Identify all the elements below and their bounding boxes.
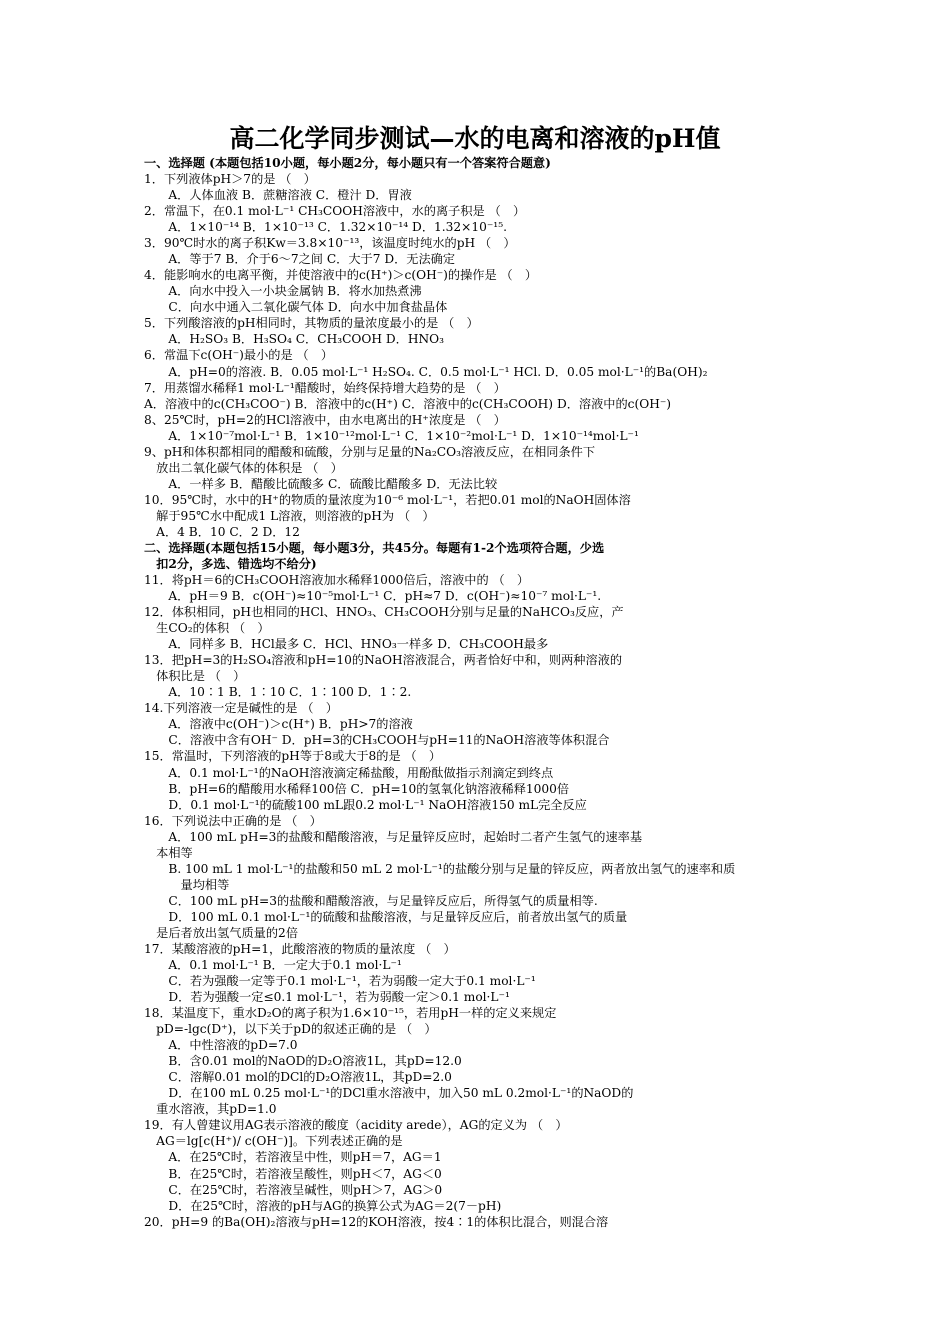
text-line: A．10∶1 B．1∶10 C．1∶100 D．1∶2.: [144, 685, 412, 700]
text-line: A．在25℃时，若溶液呈中性，则pH＝7，AG＝1: [144, 1150, 442, 1165]
document-title: 高二化学同步测试—水的电离和溶液的pH值: [229, 124, 721, 153]
text-line: 解于95℃水中配成1 L溶液，则溶液的pH为 （ ）: [144, 508, 435, 523]
text-line: 15．常温时，下列溶液的pH等于8或大于8的是 （ ）: [144, 749, 442, 764]
text-line: C．溶液中含有OH⁻ D．pH=3的CH₃COOH与pH=11的NaOH溶液等体积混合: [144, 733, 610, 748]
text-line: D．若为强酸一定≤0.1 mol·L⁻¹，若为弱酸一定＞0.1 mol·L⁻¹: [144, 990, 510, 1005]
text-line: A．0.1 mol·L⁻¹的NaOH溶液滴定稀盐酸，用酚酞做指示剂滴定到终点: [144, 765, 554, 780]
text-line: A．0.1 mol·L⁻¹ B．一定大于0.1 mol·L⁻¹: [144, 958, 402, 972]
text-line: C．若为强酸一定等于0.1 mol·L⁻¹，若为弱酸一定大于0.1 mol·L⁻¹: [144, 974, 536, 989]
text-line: A．1×10⁻⁷mol·L⁻¹ B．1×10⁻¹²mol·L⁻¹ C．1×10⁻²mol·L⁻¹ D．1×10⁻¹⁴mol·L⁻¹: [144, 428, 639, 443]
text-line: 9、pH和体积都相同的醋酸和硫酸，分别与足量的Na₂CO₃溶液反应，在相同条件下: [144, 444, 596, 459]
text-line: A．pH＝9 B．c(OH⁻)≈10⁻⁵mol·L⁻¹ C．pH≈7 D．c(OH⁻)≈10⁻⁷ mol·L⁻¹.: [144, 589, 602, 604]
text-line: 14.下列溶液一定是碱性的是 （ ）: [144, 701, 338, 716]
text-line: D．在25℃时，溶液的pH与AG的换算公式为AG＝2(7－pH): [144, 1198, 502, 1213]
text-line: 一、选择题 (本题包括10小题，每小题2分，每小题只有一个答案符合题意): [144, 156, 551, 170]
text-line: D．100 mL 0.1 mol·L⁻¹的硫酸和盐酸溶液，与足量锌反应后，前者放出氢气的质量: [144, 909, 628, 924]
text-line: 8、25℃时，pH=2的HCl溶液中，由水电离出的H⁺浓度是 （ ）: [144, 412, 506, 427]
text-line: 3．90℃时水的离子积Kw＝3.8×10⁻¹³，该温度时纯水的pH （ ）: [144, 236, 516, 251]
text-line: A．100 mL pH=3的盐酸和醋酸溶液，与足量锌反应时，起始时二者产生氢气的速率基: [144, 829, 643, 844]
text-line: A．4 B．10 C．2 D．12: [144, 524, 300, 539]
text-line: A．溶液中的c(CH₃COO⁻) B．溶液中的c(H⁺) C．溶液中的c(CH₃COOH) D．溶液中的c(OH⁻): [144, 396, 672, 411]
text-line: A．等于7 B．介于6～7之间 C．大于7 D．无法确定: [144, 252, 456, 267]
text-line: A．同样多 B．HCl最多 C．HCl、HNO₃一样多 D．CH₃COOH最多: [144, 637, 549, 652]
text-line: 13．把pH=3的H₂SO₄溶液和pH=10的NaOH溶液混合，两者恰好中和，则两种溶液的: [144, 653, 623, 668]
text-line: 10．95℃时，水中的H⁺的物质的量浓度为10⁻⁶ mol·L⁻¹，若把0.01 mol的NaOH固体溶: [144, 492, 631, 507]
text-line: 2．常温下，在0.1 mol·L⁻¹ CH₃COOH溶液中，水的离子积是 （ ）: [144, 204, 526, 219]
text-line: 20．pH=9 的Ba(OH)₂溶液与pH=12的KOH溶液，按4∶1的体积比混合，则混合溶: [144, 1214, 609, 1229]
text-line: 1．下列液体pH＞7的是 （ ）: [144, 172, 316, 187]
text-line: 19．有人曾建议用AG表示溶液的酸度（acidity arede），AG的定义为 （ ）: [144, 1118, 568, 1133]
text-line: 扣2分，多选、错选均不给分): [144, 557, 317, 571]
text-line: 11．将pH＝6的CH₃COOH溶液加水稀释1000倍后，溶液中的 （ ）: [144, 573, 530, 588]
text-line: D．在100 mL 0.25 mol·L⁻¹的DCl重水溶液中，加入50 mL 0.2mol·L⁻¹的NaOD的: [144, 1086, 634, 1101]
text-line: A．一样多 B．醋酸比硫酸多 C．硫酸比醋酸多 D．无法比较: [144, 476, 498, 491]
text-line: C．溶解0.01 mol的DCl的D₂O溶液1L，其pD=2.0: [144, 1070, 452, 1085]
text-line: A．pH=0的溶液. B．0.05 mol·L⁻¹ H₂SO₄. C．0.5 mol·L⁻¹ HCl. D．0.05 mol·L⁻¹的Ba(OH)₂: [144, 364, 708, 379]
text-line: A．H₂SO₃ B．H₃SO₄ C．CH₃COOH D．HNO₃: [144, 332, 445, 347]
text-line: 体积比是 （ ）: [144, 669, 246, 684]
text-line: B．在25℃时，若溶液呈酸性，则pH＜7，AG＜0: [144, 1166, 442, 1181]
text-line: B．含0.01 mol的NaOD的D₂O溶液1L，其pD=12.0: [144, 1054, 462, 1069]
text-line: 4．能影响水的电离平衡，并使溶液中的c(H⁺)＞c(OH⁻)的操作是 （ ）: [144, 268, 538, 283]
text-line: A．1×10⁻¹⁴ B．1×10⁻¹³ C．1.32×10⁻¹⁴ D．1.32×10⁻¹⁵.: [144, 220, 507, 235]
text-line: A．中性溶液的pD=7.0: [144, 1038, 298, 1053]
text-line: B．pH=6的醋酸用水稀释100倍 C．pH=10的氢氧化钠溶液稀释1000倍: [144, 781, 570, 796]
text-line: 6．常温下c(OH⁻)最小的是 （ ）: [144, 348, 334, 363]
text-line: 本相等: [144, 845, 193, 860]
text-line: AG＝lg[c(H⁺)/ c(OH⁻)]。下列表述正确的是: [144, 1134, 403, 1149]
text-line: A．溶液中c(OH⁻)＞c(H⁺) B．pH>7的溶液: [144, 717, 413, 732]
text-line: 18．某温度下，重水D₂O的离子积为1.6×10⁻¹⁵，若用pH一样的定义来规定: [144, 1006, 557, 1021]
text-line: 放出二氧化碳气体的体积是 （ ）: [144, 460, 343, 475]
text-line: 重水溶液，其pD=1.0: [144, 1102, 277, 1117]
text-line: A．人体血液 B．蔗糖溶液 C．橙汁 D．胃液: [144, 188, 412, 203]
text-line: D．0.1 mol·L⁻¹的硫酸100 mL跟0.2 mol·L⁻¹ NaOH溶液150 mL完全反应: [144, 797, 587, 812]
text-line: 12．体积相同，pH也相同的HCl、HNO₃、CH₃COOH分别与足量的NaHCO₃反应，产: [144, 605, 624, 620]
text-line: 量均相等: [144, 877, 230, 892]
text-line: 生CO₂的体积 （ ）: [144, 621, 270, 636]
text-line: 是后者放出氢气质量的2倍: [144, 925, 299, 940]
text-line: 16．下列说法中正确的是 （ ）: [144, 813, 322, 828]
text-line: C．100 mL pH=3的盐酸和醋酸溶液，与足量锌反应后，所得氢气的质量相等.: [144, 893, 598, 908]
text-line: B. 100 mL 1 mol·L⁻¹的盐酸和50 mL 2 mol·L⁻¹的盐酸分别与足量的锌反应，两者放出氢气的速率和质: [144, 861, 736, 876]
text-line: A．向水中投入一小块金属钠 B．将水加热煮沸: [144, 284, 422, 299]
text-line: C．在25℃时，若溶液呈碱性，则pH＞7，AG＞0: [144, 1182, 443, 1197]
text-line: 17．某酸溶液的pH=1，此酸溶液的物质的量浓度 （ ）: [144, 941, 456, 956]
text-line: 7．用蒸馏水稀释1 mol·L⁻¹醋酸时，始终保持增大趋势的是 （ ）: [144, 380, 506, 395]
text-line: C．向水中通入二氧化碳气体 D．向水中加食盐晶体: [144, 300, 448, 315]
text-line: 5．下列酸溶液的pH相同时，其物质的量浓度最小的是 （ ）: [144, 316, 479, 331]
text-line: 二、选择题(本题包括15小题，每小题3分，共45分。每题有1-2个选项符合题，少选: [144, 540, 605, 555]
text-line: pD=-lgc(D⁺)，以下关于pD的叙述正确的是 （ ）: [144, 1022, 437, 1037]
